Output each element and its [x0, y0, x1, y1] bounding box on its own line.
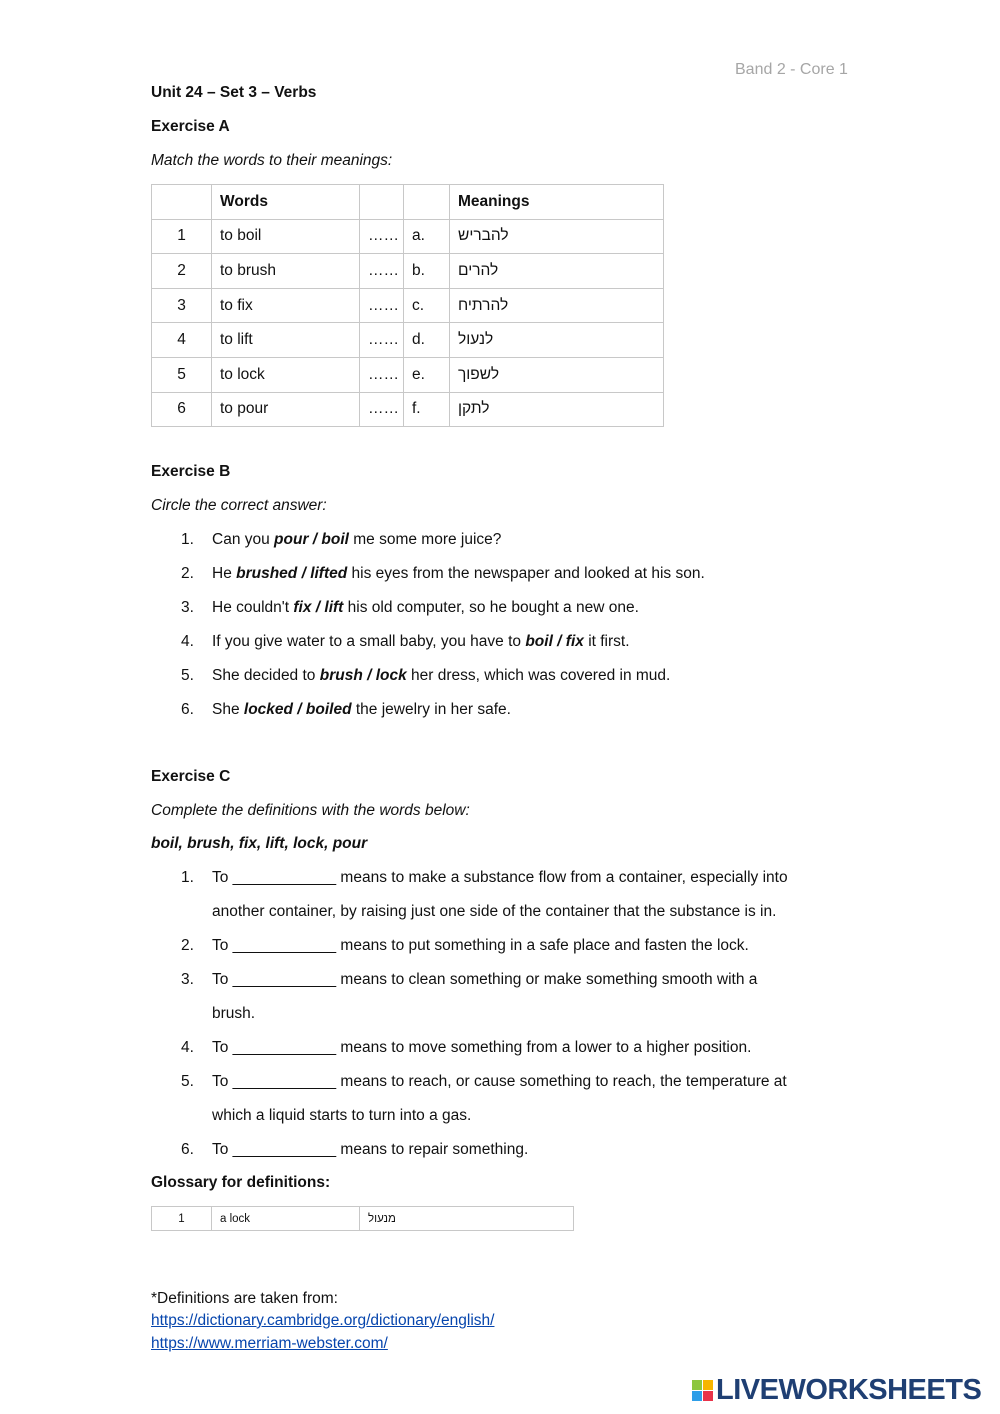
definition-line: To ____________ means to move something from a lower to a higher position. — [212, 1039, 752, 1056]
exercise-c-instruction: Complete the definitions with the words below: — [151, 802, 470, 819]
answer-blank[interactable]: …… — [360, 392, 404, 427]
list-item — [212, 667, 670, 685]
meaning-text: לתקן — [458, 400, 490, 418]
logo-tile — [703, 1391, 713, 1401]
word-bank: boil, brush, fix, lift, lock, pour — [151, 835, 368, 852]
answer-options[interactable]: locked / boiled — [243, 701, 352, 718]
sentence-end: the jewelry in her safe. — [351, 701, 511, 718]
meaning-text: לשפוך — [458, 365, 500, 383]
glossary-meaning-cell — [360, 1207, 574, 1231]
definition-line: To ____________ means to make a substance flow from a container, especially into — [212, 869, 788, 886]
table-header-row — [152, 185, 664, 220]
table-row — [152, 392, 664, 427]
glossary-word: a lock — [212, 1207, 360, 1231]
item-number: 4. — [181, 633, 194, 650]
answer-blank[interactable]: …… — [360, 357, 404, 392]
table-row — [152, 1207, 574, 1231]
definition-line: To ____________ means to clean something or make something smooth with a — [212, 971, 758, 988]
sentence-end: me some more juice? — [348, 531, 502, 548]
answer-options[interactable]: fix / lift — [293, 599, 344, 616]
item-number: 2. — [181, 937, 194, 954]
exercise-a-instruction: Match the words to their meanings: — [151, 152, 393, 169]
sentence-start: If you give water to a small baby, you have to — [212, 633, 526, 650]
logo-text: LIVEWORKSHEETS — [716, 1374, 982, 1406]
row-word: to brush — [212, 254, 360, 289]
row-letter: a. — [404, 219, 450, 254]
answer-options[interactable]: brushed / lifted — [236, 565, 348, 582]
table-row — [152, 288, 664, 323]
exercise-a-heading: Exercise A — [151, 118, 230, 135]
list-item — [212, 565, 705, 583]
item-number: 6. — [181, 1141, 194, 1158]
header-cell — [152, 185, 212, 220]
row-letter: c. — [404, 288, 450, 323]
logo-tiles-icon — [692, 1380, 713, 1401]
definition-line: which a liquid starts to turn into a gas. — [212, 1107, 472, 1124]
glossary-number: 1 — [152, 1207, 212, 1231]
answer-options[interactable]: brush / lock — [319, 667, 407, 684]
row-word: to boil — [212, 219, 360, 254]
list-item — [212, 531, 501, 549]
item-number: 4. — [181, 1039, 194, 1056]
glossary-heading: Glossary for definitions: — [151, 1174, 331, 1191]
item-number: 3. — [181, 971, 194, 988]
exercise-b-heading: Exercise B — [151, 463, 231, 480]
answer-options[interactable]: pour / boil — [274, 531, 349, 548]
item-number: 1. — [181, 869, 194, 886]
cambridge-link[interactable]: https://dictionary.cambridge.org/dictionary/english/ — [151, 1312, 495, 1329]
matching-table — [151, 184, 664, 427]
list-item — [212, 633, 630, 651]
table-row — [152, 254, 664, 289]
header-words: Words — [212, 185, 360, 220]
row-meaning-cell — [450, 357, 664, 392]
meaning-text: להרתיח — [458, 296, 509, 314]
item-number: 6. — [181, 701, 194, 718]
meaning-text: לנעול — [458, 331, 494, 349]
glossary-table — [151, 1206, 574, 1231]
row-meaning-cell — [450, 392, 664, 427]
row-number: 4 — [152, 323, 212, 358]
sentence-end: his old computer, so he bought a new one. — [343, 599, 639, 616]
row-meaning-cell — [450, 254, 664, 289]
answer-options[interactable]: boil / fix — [525, 633, 584, 650]
table-row — [152, 357, 664, 392]
exercise-c-heading: Exercise C — [151, 768, 231, 785]
logo-tile — [692, 1391, 702, 1401]
sentence-start: He — [212, 565, 237, 582]
sentence-start: Can you — [212, 531, 275, 548]
definition-line: To ____________ means to reach, or cause something to reach, the temperature at — [212, 1073, 787, 1090]
answer-blank[interactable]: …… — [360, 219, 404, 254]
table-row — [152, 219, 664, 254]
header-meanings: Meanings — [450, 185, 664, 220]
meaning-text: להבריש — [458, 227, 509, 245]
definition-line: To ____________ means to put something in a safe place and fasten the lock. — [212, 937, 749, 954]
item-number: 3. — [181, 599, 194, 616]
sources-label: *Definitions are taken from: — [151, 1290, 338, 1307]
sentence-end: his eyes from the newspaper and looked at his son. — [347, 565, 705, 582]
glossary-meaning: מנעול — [368, 1212, 396, 1225]
row-word: to lock — [212, 357, 360, 392]
sentence-end: it first. — [583, 633, 630, 650]
row-letter: b. — [404, 254, 450, 289]
row-number: 2 — [152, 254, 212, 289]
page-title: Unit 24 – Set 3 – Verbs — [151, 84, 317, 101]
sentence-start: He couldn't — [212, 599, 294, 616]
row-number: 3 — [152, 288, 212, 323]
sentence-start: She decided to — [212, 667, 320, 684]
row-meaning-cell — [450, 219, 664, 254]
item-number: 5. — [181, 667, 194, 684]
item-number: 1. — [181, 531, 194, 548]
row-meaning-cell — [450, 288, 664, 323]
row-word: to lift — [212, 323, 360, 358]
row-letter: d. — [404, 323, 450, 358]
list-item — [212, 701, 511, 719]
logo-tile — [692, 1380, 702, 1390]
merriam-webster-link[interactable]: https://www.merriam-webster.com/ — [151, 1335, 388, 1352]
answer-blank[interactable]: …… — [360, 288, 404, 323]
list-item — [212, 599, 639, 617]
liveworksheets-logo — [692, 1374, 981, 1407]
row-letter: f. — [404, 392, 450, 427]
row-word: to fix — [212, 288, 360, 323]
row-number: 6 — [152, 392, 212, 427]
header-cell — [360, 185, 404, 220]
row-meaning-cell — [450, 323, 664, 358]
definition-line: To ____________ means to repair something. — [212, 1141, 529, 1158]
row-letter: e. — [404, 357, 450, 392]
row-number: 1 — [152, 219, 212, 254]
row-number: 5 — [152, 357, 212, 392]
sentence-end: her dress, which was covered in mud. — [406, 667, 671, 684]
item-number: 2. — [181, 565, 194, 582]
answer-blank[interactable]: …… — [360, 254, 404, 289]
table-row — [152, 323, 664, 358]
exercise-b-instruction: Circle the correct answer: — [151, 497, 327, 514]
meaning-text: להרים — [458, 261, 499, 279]
page-header-band: Band 2 - Core 1 — [735, 61, 848, 78]
definition-line: another container, by raising just one side of the container that the substance is in. — [212, 903, 777, 920]
answer-blank[interactable]: …… — [360, 323, 404, 358]
definition-line: brush. — [212, 1005, 256, 1022]
row-word: to pour — [212, 392, 360, 427]
item-number: 5. — [181, 1073, 194, 1090]
header-cell — [404, 185, 450, 220]
logo-tile — [703, 1380, 713, 1390]
sentence-start: She — [212, 701, 244, 718]
